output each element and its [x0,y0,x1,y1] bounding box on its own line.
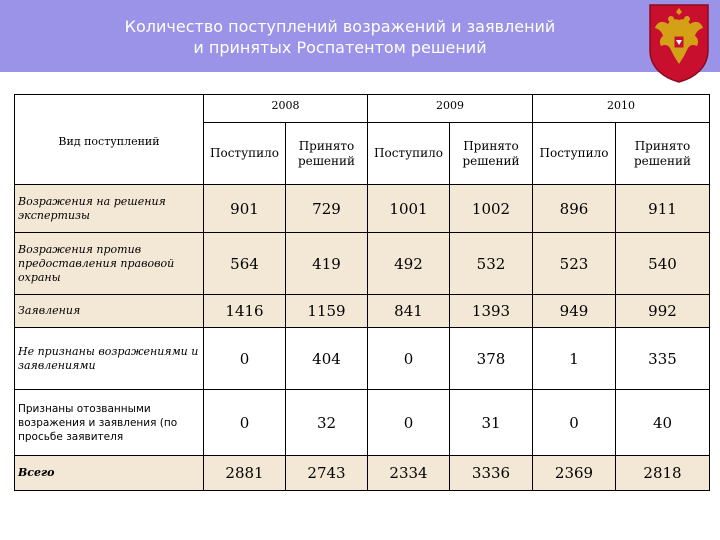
title-line-2: и принятых Роспатентом решений [193,38,487,57]
year-2008-header: 2008 [204,95,368,123]
value-cell: 3336 [450,456,533,491]
table-row [15,233,710,295]
row-label: Заявления [15,295,204,328]
table-row [15,295,710,328]
row-label-total: Всего [15,456,204,491]
title-banner [0,0,720,72]
value-cell: 32 [286,390,368,456]
value-cell: 523 [533,233,616,295]
value-cell: 1002 [450,185,533,233]
title-line-1: Количество поступлений возражений и заявлений [124,17,556,36]
value-cell: 2881 [204,456,286,491]
row-label: Возражения на решения экспертизы [15,185,204,233]
table-row [15,390,710,456]
value-cell: 729 [286,185,368,233]
value-cell: 492 [368,233,450,295]
value-cell: 540 [616,233,710,295]
subheader-received: Поступило [368,123,450,185]
russia-coat-of-arms-icon [646,2,712,84]
value-cell: 0 [368,390,450,456]
value-cell: 2743 [286,456,368,491]
value-cell: 2818 [616,456,710,491]
table-row [15,185,710,233]
subheader-decisions: Принято решений [450,123,533,185]
value-cell: 419 [286,233,368,295]
value-cell: 404 [286,328,368,390]
value-cell: 1001 [368,185,450,233]
value-cell: 896 [533,185,616,233]
value-cell: 1393 [450,295,533,328]
value-cell: 1416 [204,295,286,328]
table-row-total [15,456,710,491]
value-cell: 901 [204,185,286,233]
value-cell: 2369 [533,456,616,491]
row-label: Возражения против предоставления правовой охраны [15,233,204,295]
value-cell: 31 [450,390,533,456]
value-cell: 378 [450,328,533,390]
value-cell: 0 [204,390,286,456]
value-cell: 992 [616,295,710,328]
value-cell: 0 [533,390,616,456]
row-label: Не признаны возражениями и заявлениями [15,328,204,390]
value-cell: 841 [368,295,450,328]
value-cell: 0 [368,328,450,390]
value-cell: 1159 [286,295,368,328]
value-cell: 949 [533,295,616,328]
value-cell: 0 [204,328,286,390]
subheader-decisions: Принято решений [616,123,710,185]
page-title [60,16,620,58]
value-cell: 2334 [368,456,450,491]
value-cell: 532 [450,233,533,295]
subheader-decisions: Принято решений [286,123,368,185]
value-cell: 335 [616,328,710,390]
statistics-table [14,94,710,491]
subheader-received: Поступило [533,123,616,185]
row-type-header: Вид поступлений [15,95,204,185]
value-cell: 564 [204,233,286,295]
value-cell: 911 [616,185,710,233]
table-row [15,328,710,390]
row-label: Признаны отозванными возражения и заявления (по просьбе заявителя [15,390,204,456]
year-2009-header: 2009 [368,95,533,123]
value-cell: 40 [616,390,710,456]
value-cell: 1 [533,328,616,390]
subheader-received: Поступило [204,123,286,185]
year-2010-header: 2010 [533,95,710,123]
year-header-row [15,95,710,123]
